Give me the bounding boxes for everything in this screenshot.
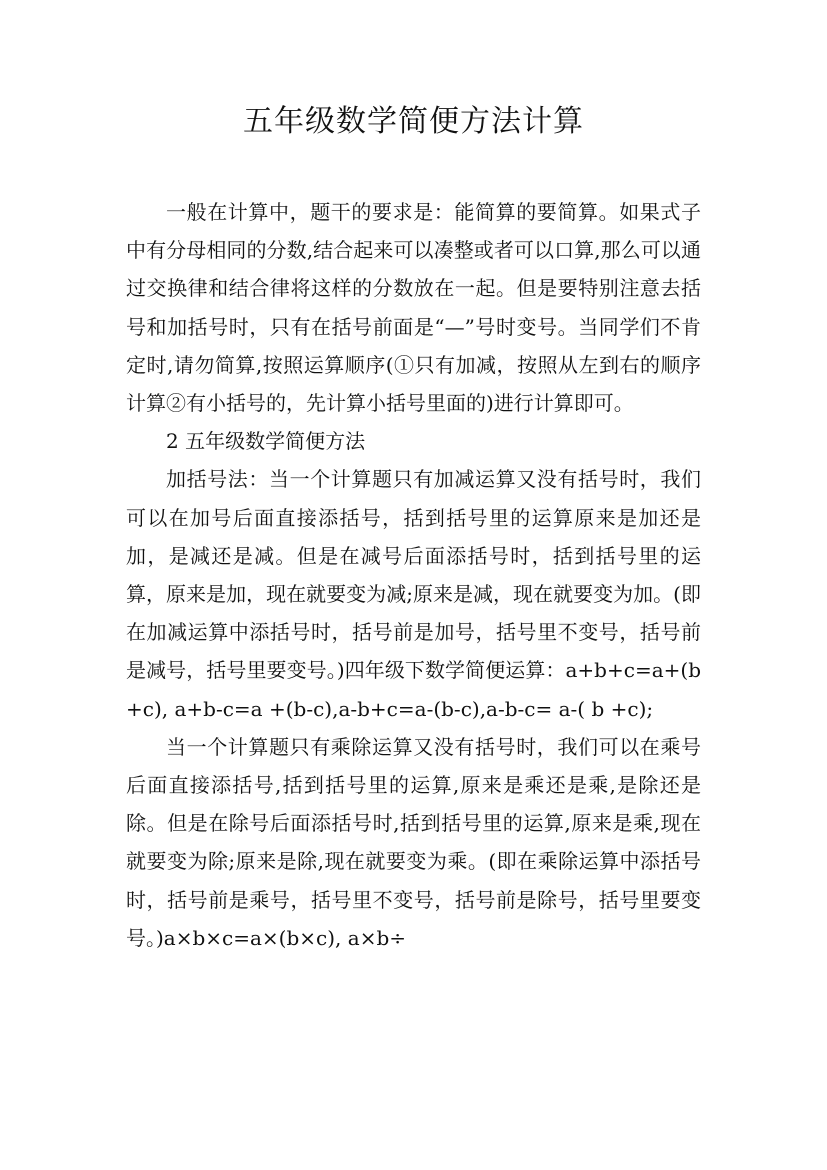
document-title: 五年级数学简便方法计算 bbox=[243, 104, 584, 139]
section-heading: 2 五年级数学简便方法 bbox=[166, 429, 366, 454]
paragraph-add-brackets: 加括号法：当一个计算题只有加减运算又没有括号时，我们可以在加号后面直接添括号，括到括号里的运算原来是加还是加，是减还是减。但是在减号后面添括号时，括到括号里的运算，原来是加，现在就要变为减;原来是减，现在就要变为加。(即在加减运算中添括号时，括号前是加号，括号里不变号，括号前是减号，括号里要变号。)四年级下数学简便运算：a+b+c=a+(b+c), a+b-c=a +(b-c),a-b+c=a-(b-c),a-b-c= a-( b +c); bbox=[126, 467, 701, 721]
paragraph-multiply-divide: 当一个计算题只有乘除运算又没有括号时，我们可以在乘号后面直接添括号,括到括号里的运算,原来是乘还是乘,是除还是除。但是在除号后面添括号时,括到括号里的运算,原来是乘,现在就要变为除;原来是除,现在就要变为乘。(即在乘除运算中添括号时，括号前是乘号，括号里不变号，括号前是除号，括号里要变号。)a×b×c=a×(b×c), a×b÷ bbox=[126, 734, 701, 950]
document-body bbox=[126, 193, 701, 957]
paragraph-intro: 一般在计算中，题干的要求是：能简算的要简算。如果式子中有分母相同的分数,结合起来可以凑整或者可以口算,那么可以通过交换律和结合律将这样的分数放在一起。但是要特别注意去括号和加括号时，只有在括号前面是“—”号时变号。当同学们不肯定时,请勿简算,按照运算顺序(①只有加减，按照从左到右的顺序计算②有小括号的，先计算小括号里面的)进行计算即可。 bbox=[126, 200, 701, 416]
